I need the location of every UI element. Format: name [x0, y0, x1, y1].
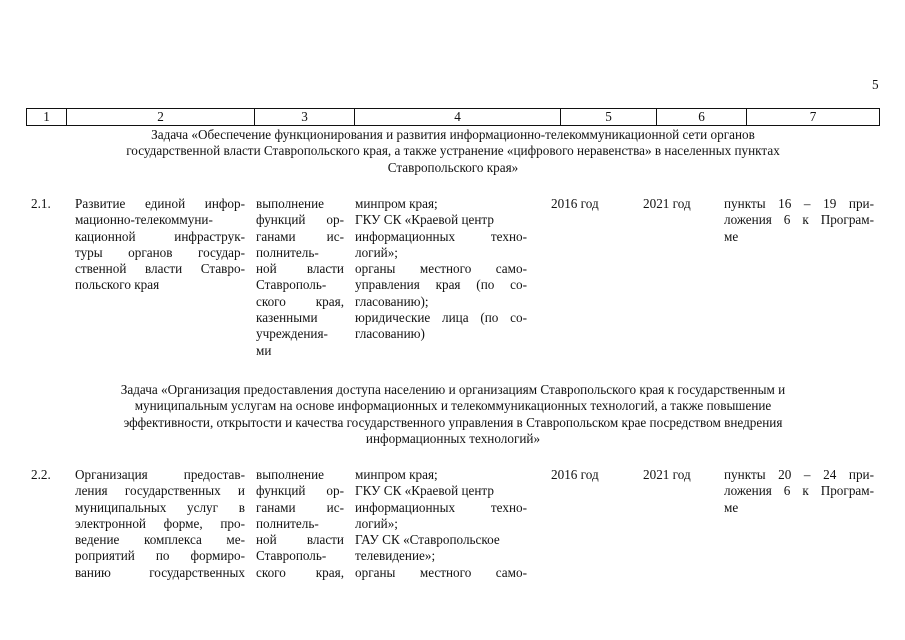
responsible-type: выполнение функций ор- ганами ис- полнитель- ной власти Ставрополь- ского края, казенными учреждения- ми — [256, 196, 344, 358]
task-heading-1 — [26, 127, 880, 176]
measure-name: Организация предостав- ления государственных и муниципальных услуг в электронной форме, про- ведение комплекса ме- роприятий по формиро- ванию государственных — [75, 467, 245, 580]
header-cell-3: 3 — [255, 109, 355, 125]
row-number: 2.2. — [31, 467, 51, 482]
task-2-line: информационных технологий» — [365, 430, 541, 446]
header-cell-6: 6 — [657, 109, 747, 125]
start-year: 2016 год — [551, 196, 599, 211]
task-1-line: Задача «Обеспечение функционирования и развития информационно-телекоммуникационной сети органов — [151, 127, 755, 142]
responsible-type: выполнение функций ор- ганами ис- полнитель- ной власти Ставрополь- ского края, — [256, 467, 344, 580]
program-reference: пункты 20 – 24 при- ложения 6 к Програм- ме — [724, 467, 874, 515]
task-heading-2 — [26, 382, 880, 447]
task-2-line: эффективности, открытости и качества государственного управления в Ставропольском крае посредством внедрения — [123, 414, 783, 430]
executors: минпром края; ГКУ СК «Краевой центр информационных техно- логий»; ГАУ СК «Ставропольское телевидение»; органы местного само- — [355, 467, 527, 580]
page-number: 5 — [872, 77, 879, 92]
program-reference: пункты 16 – 19 при- ложения 6 к Програм- ме — [724, 196, 874, 244]
task-1-line: Ставропольского края» — [387, 159, 519, 175]
executors: минпром края; ГКУ СК «Краевой центр информационных техно- логий»; органы местного само- управления края (по со- гласованию); юридические лица (по со- гласованию) — [355, 196, 527, 342]
task-2-line: Задача «Организация предоставления доступа населению и организациям Ставропольского края к государственным и — [120, 382, 786, 397]
start-year: 2016 год — [551, 467, 599, 482]
header-cell-7: 7 — [809, 109, 817, 124]
header-cell-1: 1 — [27, 109, 67, 125]
measure-name: Развитие единой инфор- мационно-телекоммуни- кационной инфраструк- туры органов государ- ственной власти Ставро- польского края — [75, 196, 245, 293]
header-cell-4: 4 — [355, 109, 561, 125]
header-cell-2: 2 — [67, 109, 255, 125]
end-year: 2021 год — [643, 196, 691, 211]
task-2-line: муниципальным услугам на основе информационных и телекоммуникационных технологий, а также повышение — [134, 398, 772, 414]
row-number: 2.1. — [31, 196, 51, 211]
task-1-line: государственной власти Ставропольского края, а также устранение «цифрового неравенства» в населенных пунктах — [126, 143, 780, 159]
end-year: 2021 год — [643, 467, 691, 482]
header-cell-5: 5 — [561, 109, 657, 125]
table-header-row — [26, 108, 880, 126]
